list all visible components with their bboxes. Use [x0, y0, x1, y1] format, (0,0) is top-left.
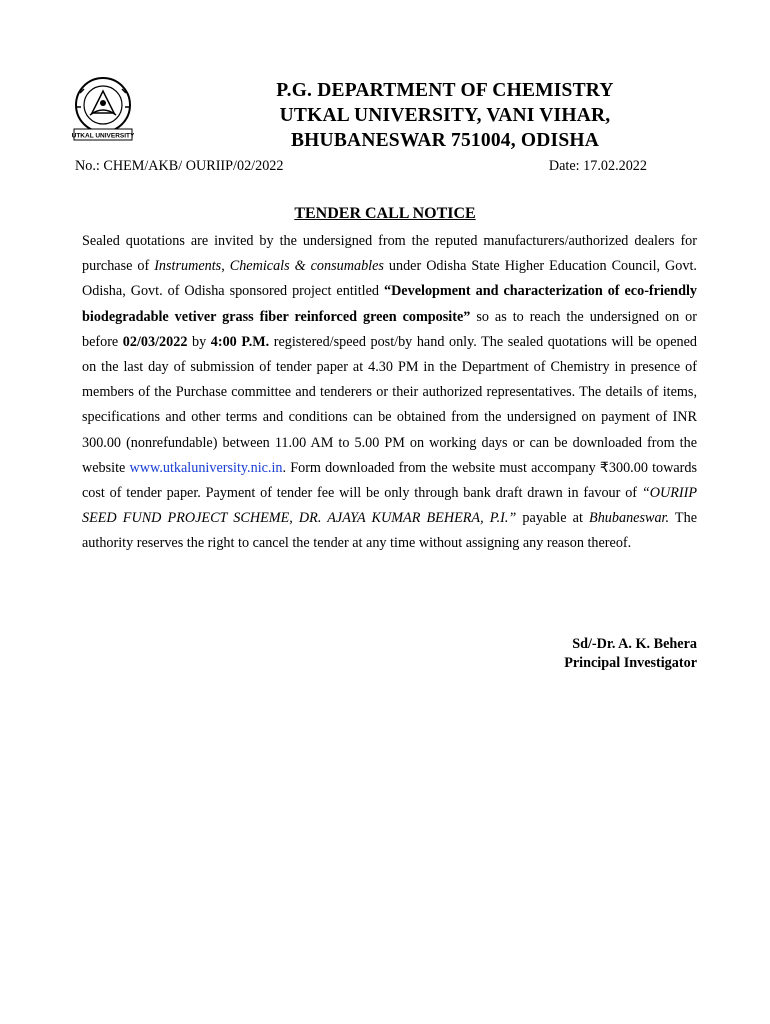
- letterhead: [200, 78, 690, 153]
- body-text: under Odisha State Higher Education Council, Govt. Odisha, Govt. of Odisha sponsored project entitled: [82, 258, 697, 300]
- chemicals-text: Chemicals & consumables: [229, 258, 384, 275]
- project-title: “Development and characterization of eco-friendly biodegradable vetiver grass fiber reinforced green composite”: [82, 283, 697, 325]
- body-text: Sealed quotations are invited by the undersigned from the reputed manufacturers/authorized dealers for purchase of: [82, 233, 697, 275]
- address: BHUBANESWAR 751004, ODISHA: [290, 130, 600, 151]
- signatory-designation: Principal Investigator: [564, 655, 697, 671]
- body-text: so as to reach the undersigned on or before: [82, 308, 697, 350]
- reference-number: No.: CHEM/AKB/ OURIIP/02/2022: [75, 158, 284, 174]
- body-text: by: [187, 333, 211, 350]
- body-text: registered/speed post/by hand only. The sealed quotations will be opened on the last day of submission of tender paper at 4.30 PM in the Department of Chemistry in presence of members of the Purchase committee and tenderers or their authorized representatives. The details of items, specifications and other terms and conditions can be obtained from the undersigned on payment of INR 300.00 (nonrefundable) between 11.00 AM to 5.00 PM on working days or can be downloaded from the website: [82, 333, 697, 476]
- university-name: UTKAL UNIVERSITY, VANI VIHAR,: [279, 105, 611, 126]
- body-text: payable at: [516, 510, 590, 527]
- payee-text: “OURIIP SEED FUND PROJECT SCHEME, DR. AJAYA KUMAR BEHERA, P.I.”: [82, 485, 697, 527]
- signatory-name: Sd/-Dr. A. K. Behera: [572, 636, 697, 652]
- notice-body: [82, 229, 697, 557]
- deadline-date: 02/03/2022: [122, 333, 188, 350]
- body-text: ,: [221, 258, 230, 275]
- university-seal-logo: [66, 75, 140, 143]
- notice-date: Date: 17.02.2022: [548, 158, 647, 174]
- notice-title: TENDER CALL NOTICE: [294, 205, 476, 222]
- department-name: P.G. DEPARTMENT OF CHEMISTRY: [276, 80, 614, 101]
- deadline-time: 4:00 P.M.: [210, 333, 270, 350]
- website-link[interactable]: www.utkaluniversity.nic.in: [129, 459, 283, 476]
- body-text: . Form downloaded from the website must accompany ₹300.00 towards cost of tender paper. Payment of tender fee will be only through bank draft drawn in favour of: [82, 459, 697, 502]
- body-text: The authority reserves the right to cancel the tender at any time without assigning any reason thereof.: [82, 510, 697, 552]
- instruments-text: Instruments: [154, 258, 222, 275]
- signature-block: [564, 635, 697, 673]
- place-text: Bhubaneswar.: [589, 510, 670, 527]
- logo-text: UTKAL UNIVERSITY: [71, 132, 135, 140]
